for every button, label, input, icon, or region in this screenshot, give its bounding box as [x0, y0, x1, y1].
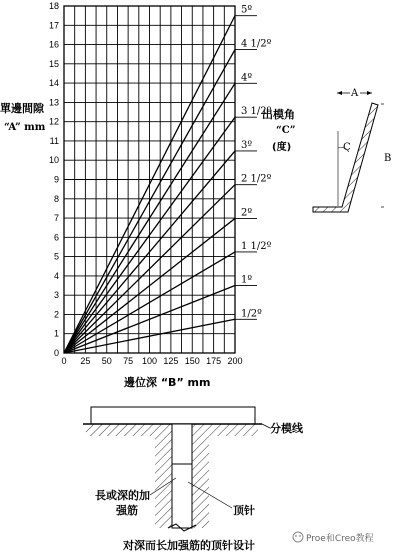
- y-tick-label: 13: [48, 97, 59, 108]
- x-tick-label: 75: [123, 356, 134, 366]
- series-label: 1/2º: [241, 308, 262, 320]
- y-tick-label: 6: [53, 232, 59, 243]
- part-plate: [91, 407, 255, 424]
- rib-label-line1: 長或深的加: [95, 489, 150, 502]
- watermark-text: Proe和Creo教程: [306, 534, 374, 544]
- y-tick-label: 12: [48, 116, 59, 127]
- dimension-a-label: A: [351, 88, 359, 99]
- x-tick-label: 50: [101, 356, 112, 366]
- series-label: 1º: [241, 274, 253, 286]
- y-axis-label-line1: 單邊間隙: [0, 102, 44, 115]
- series-label: 2 1/2º: [241, 173, 272, 185]
- x-tick-label: 0: [61, 356, 67, 366]
- y-tick-label: 1: [53, 328, 59, 339]
- rib-label-line2: 强筋: [116, 504, 138, 517]
- y-tick-label: 9: [53, 174, 59, 185]
- ejector-pin-section: [83, 407, 304, 552]
- watermark: [293, 532, 374, 544]
- y-tick-label: 18: [48, 1, 59, 11]
- draft-angle-chart: [0, 1, 272, 389]
- series-label: 2º: [241, 207, 253, 219]
- chart-grid: [64, 6, 235, 353]
- ejector-pin: [172, 464, 192, 528]
- y-tick-label: 3: [53, 290, 59, 301]
- dimension-a-arrow-left: [337, 91, 342, 95]
- rib: [172, 424, 192, 464]
- y-tick-label: 2: [53, 309, 59, 320]
- y-tick-label: 4: [53, 270, 59, 281]
- dimension-b-label: B: [384, 153, 392, 164]
- y-tick-label: 0: [53, 348, 59, 358]
- inset-title-line2: “C”: [276, 125, 296, 136]
- y-tick-label: 15: [48, 58, 59, 69]
- y-tick-labels: [49, 1, 59, 358]
- dimension-a-arrow-right: [367, 91, 372, 95]
- y-tick-label: 11: [49, 135, 59, 146]
- series-label: 4º: [241, 72, 253, 84]
- series-labels: [241, 5, 272, 320]
- x-tick-label: 100: [141, 356, 158, 366]
- wechat-icon: [293, 532, 303, 542]
- angle-c-label: C: [343, 142, 351, 153]
- mold-block-left: [86, 424, 172, 436]
- series-label: 3 1/2º: [241, 106, 272, 118]
- x-tick-label: 175: [206, 356, 222, 366]
- y-tick-label: 5: [53, 251, 59, 262]
- figure-caption: 对深而长加强筋的顶针设计: [123, 539, 255, 552]
- series-label: 4 1/2º: [241, 38, 272, 50]
- series-label: 3º: [241, 139, 253, 151]
- y-tick-label: 16: [48, 39, 59, 50]
- pin-label: 顶针: [233, 504, 255, 517]
- x-tick-labels: [61, 356, 242, 366]
- x-tick-label: 125: [163, 356, 179, 366]
- y-tick-label: 7: [53, 213, 59, 224]
- inset-title-line1: 出模角: [262, 108, 295, 121]
- parting-line-label: 分模线: [270, 422, 303, 435]
- mold-block-right: [192, 424, 258, 436]
- series-label: 5º: [241, 4, 253, 16]
- x-tick-label: 200: [227, 356, 243, 366]
- inset-title-line3: (度): [272, 142, 292, 153]
- y-tick-label: 8: [53, 193, 59, 204]
- y-tick-label: 10: [48, 155, 59, 166]
- mold-wall-right: [192, 436, 209, 528]
- y-tick-label: 14: [48, 78, 59, 89]
- series-label: 1 1/2º: [241, 240, 272, 252]
- x-axis-label: 邊位深 “B” mm: [124, 376, 211, 389]
- x-tick-label: 25: [80, 356, 91, 366]
- x-tick-label: 150: [184, 356, 200, 366]
- y-tick-label: 17: [48, 20, 59, 31]
- inset-draft-diagram: [262, 87, 391, 212]
- y-axis-label-line2: “A” mm: [4, 122, 46, 133]
- part-profile: [313, 103, 378, 212]
- parting-line-leader: [262, 424, 270, 428]
